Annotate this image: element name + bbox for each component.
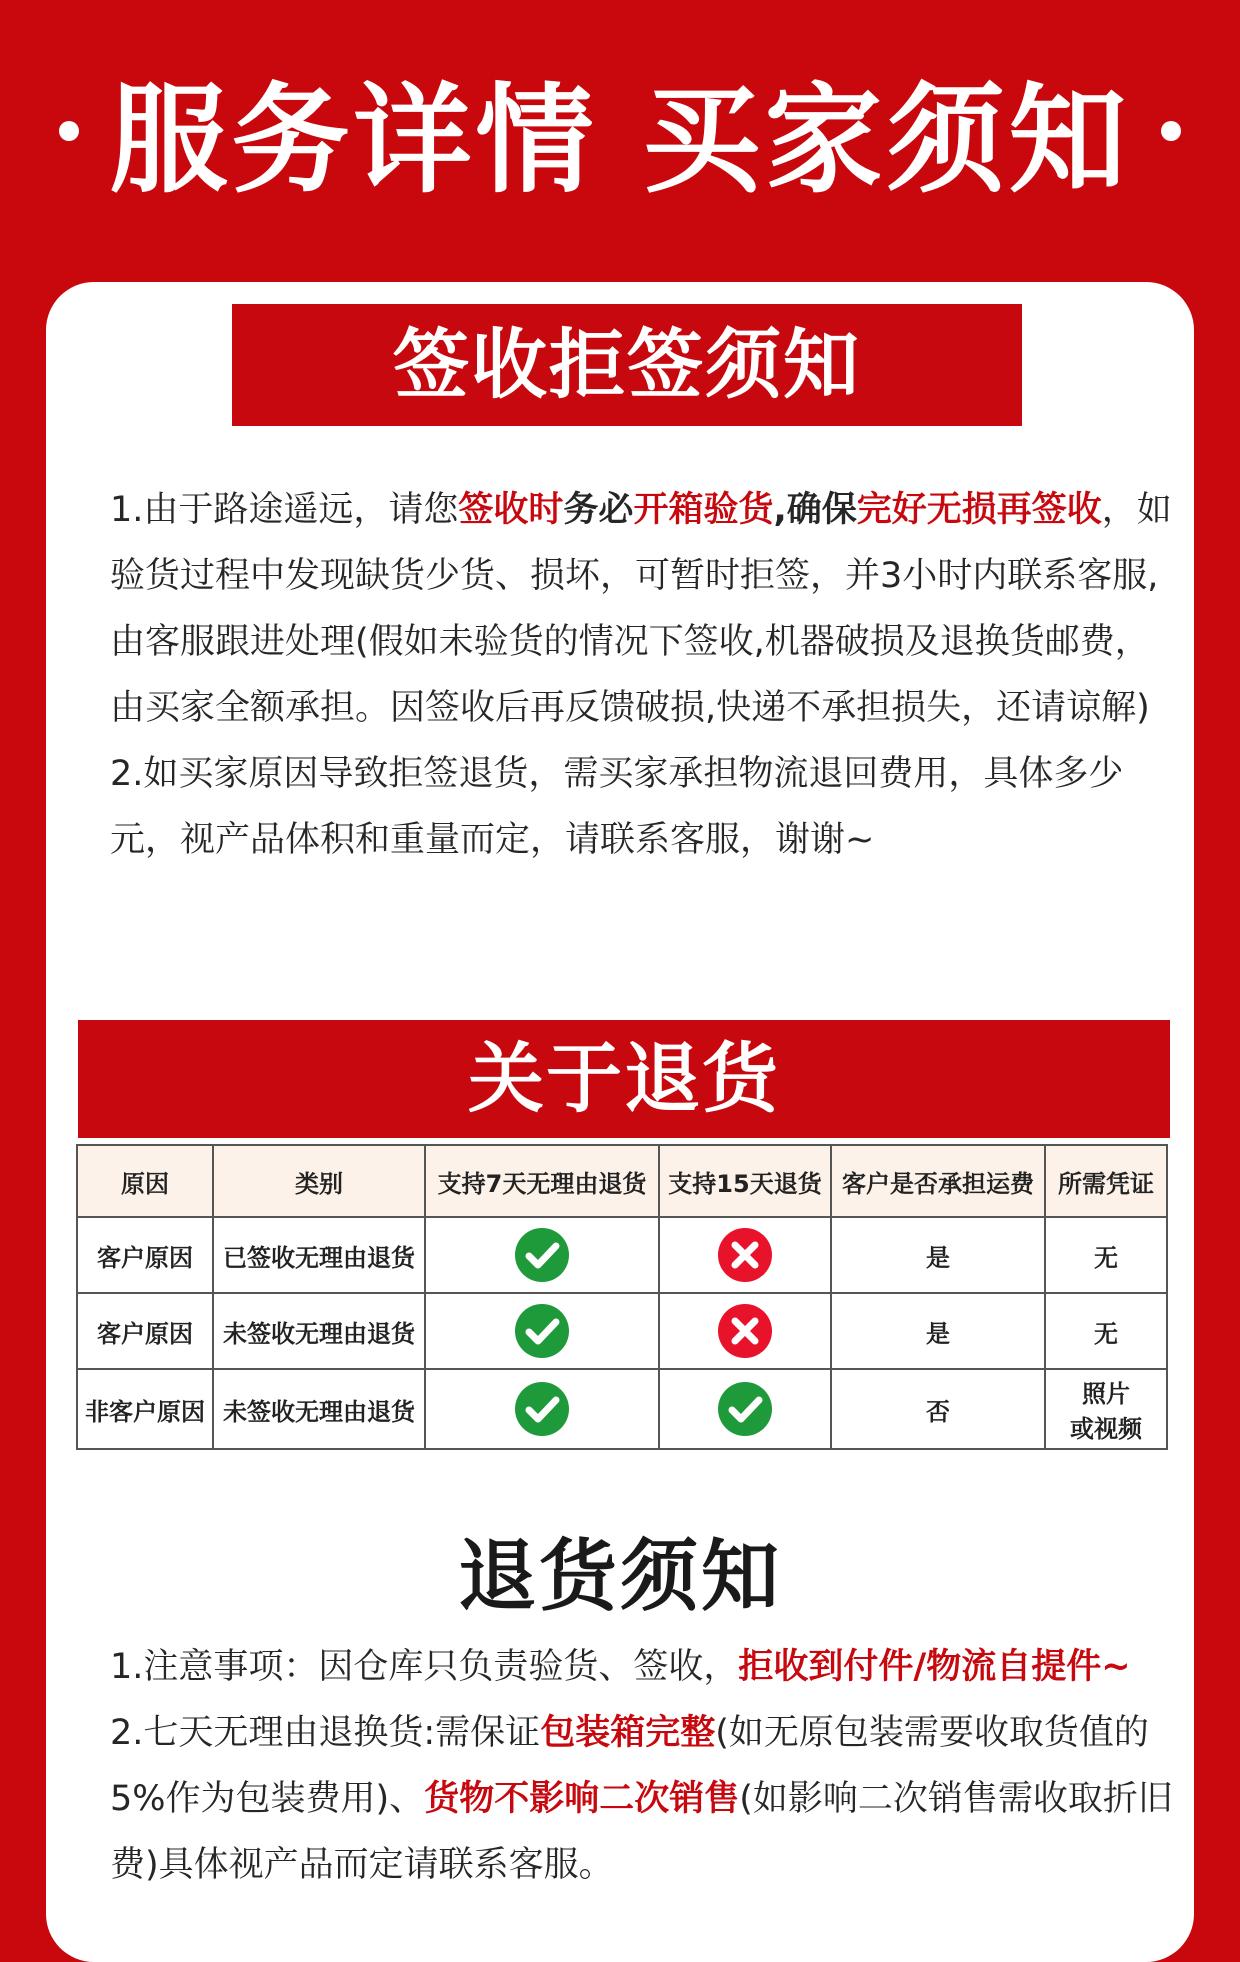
cell-fifteen-day xyxy=(659,1293,831,1369)
proof-line: 或视频 xyxy=(1070,1415,1142,1443)
cell-proof xyxy=(1045,1369,1167,1449)
check-icon xyxy=(717,1381,773,1437)
cell-seven-day xyxy=(425,1217,659,1293)
text-segment: 务必 xyxy=(563,490,634,530)
sign-notice-body xyxy=(110,477,1180,873)
page-header xyxy=(0,0,1240,270)
highlight-sign-time: 签收时 xyxy=(458,490,564,530)
highlight-resale: 货物不影响二次销售 xyxy=(424,1779,740,1819)
cell-category: 未签收无理由退货 xyxy=(213,1293,425,1369)
sign-notice-item-2: 2.如买家原因导致拒签退货，需买家承担物流退回费用，具体多少元，视产品体积和重量而定，请联系客服，谢谢~ xyxy=(110,754,1124,860)
cell-category: 已签收无理由退货 xyxy=(213,1217,425,1293)
text-segment: ,确保 xyxy=(773,490,857,530)
cell-fifteen-day xyxy=(659,1217,831,1293)
text-segment: (如无原包装需要收取货值的5%作为包装费用)、 xyxy=(110,1713,1149,1819)
text-segment: ，如验货过程中发现缺货少货、损坏，可暂时拒签，并3小时内联系客服,由客服跟进处理(假如未验货的情况下签收,机器破损及退换货邮费，由买家全额承担。因签收后再反馈破损,快递不承担损失，还请谅解) xyxy=(110,490,1172,728)
check-icon xyxy=(514,1381,570,1437)
proof-line: 照片 xyxy=(1082,1380,1130,1408)
cell-shipping: 是 xyxy=(831,1293,1045,1369)
return-notice-item-2 xyxy=(110,1700,1180,1898)
cell-seven-day xyxy=(425,1293,659,1369)
col-header: 类别 xyxy=(213,1145,425,1217)
col-header: 客户是否承担运费 xyxy=(831,1145,1045,1217)
col-header: 支持7天无理由退货 xyxy=(425,1145,659,1217)
returns-table xyxy=(76,1144,1168,1450)
text-segment: 1.注意事项：因仓库只负责验货、签收， xyxy=(110,1647,739,1687)
table-header-row xyxy=(77,1145,1167,1217)
table-row xyxy=(77,1217,1167,1293)
cell-reason: 客户原因 xyxy=(77,1293,213,1369)
check-icon xyxy=(514,1303,570,1359)
cell-reason: 非客户原因 xyxy=(77,1369,213,1449)
table-row xyxy=(77,1293,1167,1369)
cell-proof: 无 xyxy=(1045,1217,1167,1293)
cross-icon xyxy=(717,1303,773,1359)
col-header: 原因 xyxy=(77,1145,213,1217)
returns-banner: 关于退货 xyxy=(78,1020,1170,1138)
highlight-refuse-cod: 拒收到付件/物流自提件~ xyxy=(738,1647,1131,1687)
return-notice-title: 退货须知 xyxy=(457,1532,782,1622)
return-notice-body xyxy=(110,1634,1180,1898)
col-header: 支持15天退货 xyxy=(659,1145,831,1217)
cell-fifteen-day xyxy=(659,1369,831,1449)
sign-notice-banner: 签收拒签须知 xyxy=(232,304,1022,426)
page-title: 服务详情 买家须知 xyxy=(109,71,1131,209)
content-card xyxy=(46,282,1194,1962)
header-dot-right xyxy=(1161,121,1181,141)
check-icon xyxy=(514,1227,570,1283)
cell-proof: 无 xyxy=(1045,1293,1167,1369)
table-row xyxy=(77,1369,1167,1449)
cell-category: 未签收无理由退货 xyxy=(213,1369,425,1449)
sign-notice-item-1 xyxy=(110,477,1180,741)
col-header: 所需凭证 xyxy=(1045,1145,1167,1217)
highlight-open-box: 开箱验货 xyxy=(633,490,774,530)
return-notice-item-1 xyxy=(110,1634,1180,1700)
text-segment: (如影响二次销售需收取折旧费)具体视产品而定请联系客服。 xyxy=(110,1779,1173,1885)
cross-icon xyxy=(717,1227,773,1283)
cell-reason: 客户原因 xyxy=(77,1217,213,1293)
text-segment: 1.由于路途遥远，请您 xyxy=(110,490,459,530)
cell-shipping: 否 xyxy=(831,1369,1045,1449)
highlight-box-intact: 包装箱完整 xyxy=(540,1713,716,1753)
cell-shipping: 是 xyxy=(831,1217,1045,1293)
header-dot-left xyxy=(59,121,79,141)
text-segment: 2.七天无理由退换货:需保证 xyxy=(110,1713,541,1753)
cell-seven-day xyxy=(425,1369,659,1449)
highlight-intact: 完好无损再签收 xyxy=(856,490,1102,530)
